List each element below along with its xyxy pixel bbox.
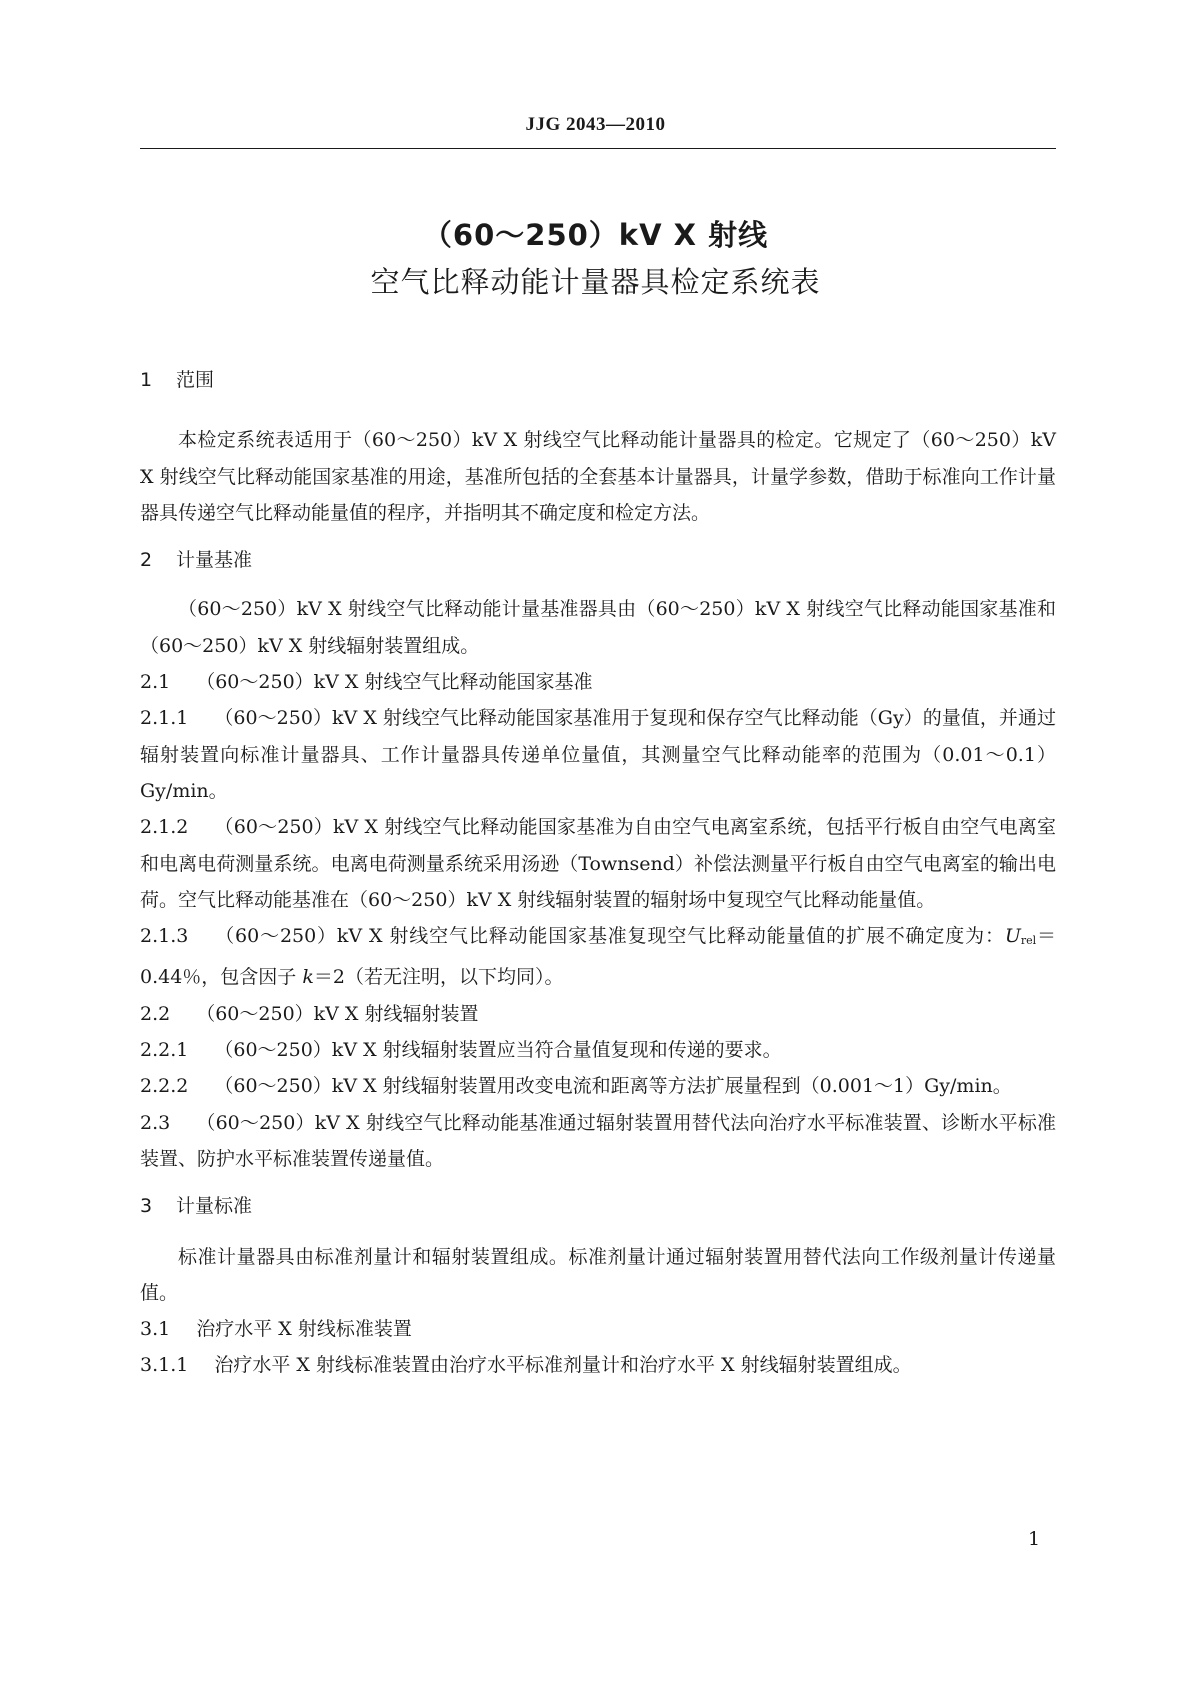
clause-2-1 [140, 664, 1056, 700]
header-rule [140, 148, 1056, 149]
clause-text-pre: （60～250）kV X 射线空气比释动能国家基准复现空气比释动能量值的扩展不确定度为： [214, 925, 1005, 948]
symbol-k: k [302, 966, 314, 989]
section-heading-measurement-standard [140, 1188, 1056, 1224]
subscript-rel: rel [1020, 934, 1037, 948]
clause-number: 2.3 [140, 1111, 171, 1134]
clause-text: （60～250）kV X 射线辐射装置应当符合量值复现和传递的要求。 [214, 1039, 782, 1062]
clause-2-1-1 [140, 700, 1056, 809]
clause-3-1 [140, 1311, 1056, 1347]
section-title: 范围 [176, 369, 215, 391]
page-number: 1 [1028, 1528, 1041, 1550]
clause-text: （60～250）kV X 射线空气比释动能国家基准用于复现和保存空气比释动能（Gy）的量值，并通过辐射装置向标准计量器具、工作计量器具传递单位量值，其测量空气比释动能率的范围为（0.01～0.1）Gy/min。 [140, 707, 1056, 802]
document-title-line-1: （60～250）kV X 射线 [422, 218, 769, 252]
clause-text: 治疗水平 X 射线标准装置 [196, 1318, 412, 1341]
document-body [140, 362, 1056, 1384]
clause-2-2 [140, 996, 1056, 1032]
section-number: 3 [140, 1195, 153, 1218]
clause-number: 2.1.1 [140, 707, 189, 730]
clause-number: 2.1 [140, 671, 171, 694]
section-heading-scope [140, 362, 1056, 398]
clause-text-mid: ＝0.44％，包含因子 [140, 925, 1056, 989]
clause-number: 2.2 [140, 1002, 171, 1025]
clause-number: 2.2.2 [140, 1075, 189, 1098]
clause-2-1-2 [140, 809, 1056, 918]
section-number: 1 [140, 369, 153, 391]
clause-text: （60～250）kV X 射线空气比释动能国家基准为自由空气电离室系统，包括平行板自由空气电离室和电离电荷测量系统。电离电荷测量系统采用汤逊（Townsend）补偿法测量平行板自由空气电离室的输出电荷。空气比释动能基准在（60～250）kV X 射线辐射装置的辐射场中复现空气比释动能量值。 [140, 816, 1056, 911]
clause-text: （60～250）kV X 射线辐射装置 [196, 1002, 479, 1025]
clause-2-2-2 [140, 1068, 1056, 1104]
paragraph-scope: 本检定系统表适用于（60～250）kV X 射线空气比释动能计量器具的检定。它规定了（60～250）kV X 射线空气比释动能国家基准的用途，基准所包括的全套基本计量器具，计量学参数，借助于标准向工作计量器具传递空气比释动能量值的程序，并指明其不确定度和检定方法。 [140, 429, 1056, 524]
clause-text: （60～250）kV X 射线空气比释动能基准通过辐射装置用替代法向治疗水平标准装置、诊断水平标准装置、防护水平标准装置传递量值。 [140, 1111, 1056, 1170]
document-title-line-2: 空气比释动能计量器具检定系统表 [370, 265, 821, 299]
clause-text-post: ＝2（若无注明，以下均同）。 [313, 966, 564, 989]
section-title: 计量标准 [176, 1195, 253, 1218]
symbol-u: U [1004, 925, 1021, 948]
clause-number: 2.1.2 [140, 816, 189, 839]
clause-3-1-1 [140, 1347, 1056, 1383]
clause-text: 治疗水平 X 射线标准装置由治疗水平标准剂量计和治疗水平 X 射线辐射装置组成。 [214, 1354, 912, 1377]
section-heading-primary-standard [140, 542, 1056, 578]
paragraph-primary-standard-intro: （60～250）kV X 射线空气比释动能计量基准器具由（60～250）kV X 射线空气比释动能国家基准和（60～250）kV X 射线辐射装置组成。 [140, 598, 1056, 657]
clause-2-1-3 [140, 918, 1056, 996]
clause-text: （60～250）kV X 射线空气比释动能国家基准 [196, 671, 593, 694]
clause-2-3 [140, 1105, 1056, 1178]
clause-2-2-1 [140, 1032, 1056, 1068]
section-number: 2 [140, 549, 153, 572]
clause-number: 2.1.3 [140, 925, 189, 948]
section-title: 计量基准 [176, 549, 253, 572]
running-header: JJG 2043—2010 [525, 114, 666, 135]
clause-number: 3.1.1 [140, 1354, 189, 1377]
clause-number: 3.1 [140, 1318, 171, 1341]
paragraph-measurement-standard-intro: 标准计量器具由标准剂量计和辐射装置组成。标准剂量计通过辐射装置用替代法向工作级剂量计传递量值。 [140, 1245, 1056, 1304]
clause-number: 2.2.1 [140, 1039, 189, 1062]
clause-text: （60～250）kV X 射线辐射装置用改变电流和距离等方法扩展量程到（0.001～1）Gy/min。 [214, 1075, 1012, 1098]
